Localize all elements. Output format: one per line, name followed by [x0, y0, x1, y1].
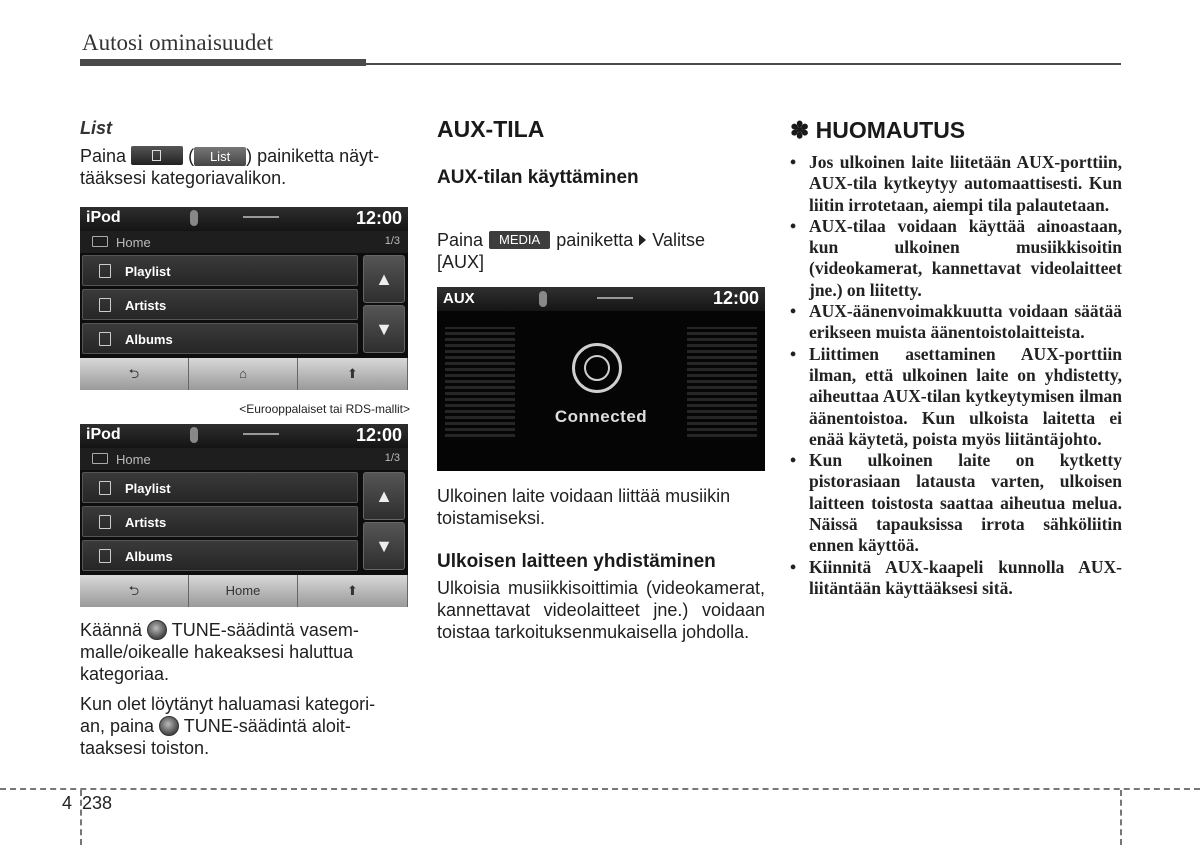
list-item-artists: Artists	[82, 506, 358, 537]
list-item-playlist: Playlist	[82, 472, 358, 503]
scroll-up-button: ▲	[363, 472, 405, 520]
home-icon: ⌂	[189, 358, 298, 390]
footer-divider-right	[1120, 790, 1122, 845]
breadcrumb	[80, 448, 408, 470]
arrow-right-icon	[639, 234, 646, 246]
tune-instruction-2: Kun olet löytänyt haluamasi kategori- an, paina TUNE-säädintä aloit- taaksesi toiston.	[80, 694, 376, 758]
status-bar	[437, 287, 765, 311]
column-aux	[437, 116, 765, 643]
usb-icon	[243, 216, 279, 221]
list-item: • Jos ulkoinen laite liitetään AUX-porttiin, AUX-tila kytkeytyy automaattisesti. Kun liitin irrotetaan, aiempi tila palautetaan.	[790, 152, 1122, 215]
aux-description: Ulkoinen laite voidaan liittää musiikin toistamiseksi.	[437, 486, 731, 528]
tune-knob-icon	[159, 716, 179, 736]
scroll-down-button: ▼	[363, 522, 405, 570]
source-label: iPod	[86, 426, 121, 443]
list-menu-button-icon	[131, 146, 183, 165]
list-item: • Kiinnitä AUX-kaapeli kunnolla AUX-liitäntään käyttääksesi sitä.	[790, 556, 1122, 598]
screen-caption: <Eurooppalaiset tai RDS-mallit>	[239, 402, 410, 416]
list-instruction	[80, 145, 410, 189]
paina-text: Paina	[80, 146, 127, 166]
home-button: Home	[189, 575, 298, 607]
page-indicator: 1/3	[384, 452, 400, 464]
breadcrumb-home: Home	[116, 452, 151, 467]
page-number	[62, 793, 112, 814]
folder-icon	[92, 236, 108, 247]
page-number-value: 238	[82, 793, 113, 813]
section-title-aux: AUX-TILA	[437, 116, 545, 142]
list-instruction-line2: tääksesi kategoriavalikon.	[80, 168, 287, 188]
subsection-connect-device: Ulkoisen laitteen yhdistäminen	[437, 551, 716, 572]
list-item-albums: Albums	[82, 323, 358, 354]
status-bar	[80, 207, 408, 231]
breadcrumb-home: Home	[116, 235, 151, 250]
media-button-graphic: MEDIA	[489, 231, 550, 249]
clock: 12:00	[355, 208, 402, 228]
status-bar	[80, 424, 408, 448]
up-folder-icon: ⬆	[298, 358, 408, 390]
bluetooth-icon	[190, 210, 198, 226]
usb-icon	[243, 433, 279, 438]
notice-list	[790, 152, 1122, 599]
bluetooth-icon	[190, 427, 198, 443]
aux-connected-icon	[572, 343, 622, 393]
header-rule-thin	[366, 63, 1121, 65]
ipod-screen-eu	[80, 207, 408, 390]
back-button: ⮌	[80, 575, 189, 607]
list-item-artists: Artists	[82, 289, 358, 320]
header-rule-thick	[80, 59, 366, 66]
notice-title: ✽ HUOMAUTUS	[790, 117, 966, 143]
list-button-graphic: List	[194, 147, 246, 166]
folder-icon	[92, 453, 108, 464]
page-indicator: 1/3	[384, 235, 400, 247]
up-folder-icon: ⬆	[298, 575, 408, 607]
column-list	[80, 116, 410, 759]
back-button: ⮌	[80, 358, 189, 390]
artist-icon	[99, 298, 111, 312]
playlist-icon	[99, 481, 111, 495]
paren-open: (	[188, 146, 195, 166]
list-item: • Kun ulkoinen laite on kytketty pistorasiaan latausta varten, ulkoisen laitteen toistosta saattaa aiheutua melua. Näissä tapauksissa irrota sähköliitin ennen käyttöä.	[790, 450, 1122, 556]
bluetooth-icon	[539, 291, 547, 307]
playlist-icon	[99, 264, 111, 278]
source-label: iPod	[86, 209, 121, 226]
list-instruction-tail: ) painiketta näyt-	[246, 146, 380, 166]
artist-icon	[99, 515, 111, 529]
tune-instruction-1: Käännä TUNE-säädintä vasem- malle/oikealle hakeaksesi haluttua kategoriaa.	[80, 620, 359, 684]
chapter-number: 4	[62, 793, 73, 813]
column-notice	[790, 116, 1122, 599]
scroll-down-button: ▼	[363, 305, 405, 353]
ipod-screen-rds	[80, 424, 408, 607]
list-item: • Liittimen asettaminen AUX-porttiin ilman, että ulkoinen laite on yhdistetty, aiheuttaa AUX-tilan kytkeytymisen ilman äänentoistoa. Kun ulkoista laitetta ei enää käytetä, poista myös liitäntäjohto.	[790, 343, 1122, 449]
source-label: AUX	[443, 290, 475, 307]
connect-description: Ulkoisia musiikkisoittimia (videokamerat, kannettavat videolaitteet jne.) voidaan toistaa tarkoituksenmukaisella johdolla.	[437, 578, 765, 642]
scroll-up-button: ▲	[363, 255, 405, 303]
subsection-aux-usage: AUX-tilan käyttäminen	[437, 167, 639, 188]
clock: 12:00	[712, 288, 759, 308]
album-icon	[99, 549, 111, 563]
usb-icon	[597, 297, 633, 302]
list-heading: List	[80, 118, 113, 138]
connection-status: Connected	[554, 407, 648, 426]
album-icon	[99, 332, 111, 346]
tune-knob-icon	[147, 620, 167, 640]
aux-screen	[437, 287, 765, 471]
breadcrumb	[80, 231, 408, 253]
list-item: • AUX-tilaa voidaan käyttää ainoastaan, kun ulkoinen musiikkisoitin (videokamerat, kannettavat videolaitteet jne.) on liitetty.	[790, 215, 1122, 300]
aux-step: Paina MEDIA painiketta Valitse [AUX]	[437, 230, 705, 272]
list-item-albums: Albums	[82, 540, 358, 571]
list-item-playlist: Playlist	[82, 255, 358, 286]
page-header-title: Autosi ominaisuudet	[82, 30, 274, 55]
footer-rule	[0, 788, 1200, 790]
list-item: • AUX-äänenvoimakkuutta voidaan säätää erikseen muista äänentoistolaitteista.	[790, 301, 1122, 343]
clock: 12:00	[355, 425, 402, 445]
